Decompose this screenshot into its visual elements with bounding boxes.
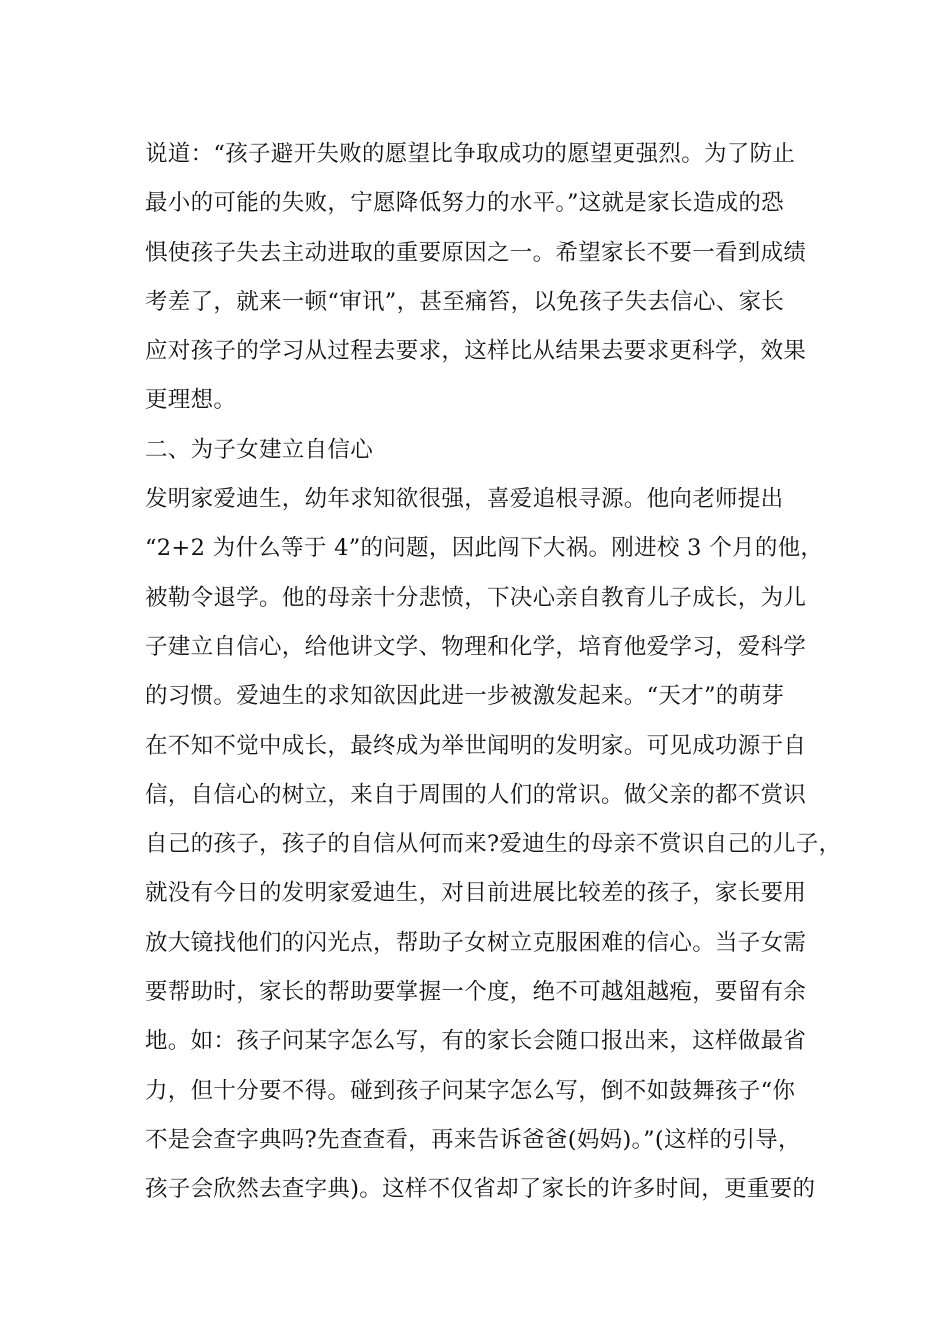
text-line: 的习惯。爱迪生的求知欲因此进一步被激发起来。“天才”的萌芽	[145, 683, 785, 710]
text-line: 在不知不觉中成长，最终成为举世闻明的发明家。可见成功源于自	[145, 732, 807, 759]
text-line: 力，但十分要不得。碰到孩子问某字怎么写，倒不如鼓舞孩子“你	[145, 1077, 796, 1104]
text-line: 子建立自信心，给他讲文学、物理和化学，培育他爱学习，爱科学	[145, 633, 807, 660]
text-line: 自己的孩子，孩子的自信从何而来?爱迪生的母亲不赏识自己的儿子，	[145, 831, 842, 858]
text-line: 说道：“孩子避开失败的愿望比争取成功的愿望更强烈。为了防止	[145, 141, 796, 167]
text-line: 更理想。	[145, 387, 237, 414]
text-line: 最小的可能的失败，宁愿降低努力的水平。”这就是家长造成的恐	[145, 190, 784, 217]
body-text	[145, 130, 842, 1215]
text-line: 被勒令退学。他的母亲十分悲愤，下决心亲自教育儿子成长，为儿	[145, 584, 807, 611]
text-line: 要帮助时，家长的帮助要掌握一个度，绝不可越俎越疱，要留有余	[145, 979, 807, 1006]
text-line: 考差了，就来一顿“审讯”，甚至痛笞，以免孩子失去信心、家长	[145, 288, 785, 315]
text-line: 应对孩子的学习从过程去要求，这样比从结果去要求更科学，效果	[145, 338, 807, 365]
section-heading: 二、为子女建立自信心	[145, 436, 374, 463]
text-line: 惧使孩子失去主动进取的重要原因之一。希望家长不要一看到成绩	[145, 239, 807, 266]
text-line: 地。如：孩子问某字怎么写，有的家长会随口报出来，这样做最省	[145, 1028, 807, 1055]
text-line: 放大镜找他们的闪光点，帮助子女树立克服困难的信心。当子女需	[145, 929, 807, 956]
text-line: “2+2 为什么等于 4”的问题，因此闯下大祸。刚进校 3 个月的他，	[145, 535, 824, 562]
text-line: 信，自信心的树立，来自于周围的人们的常识。做父亲的都不赏识	[145, 781, 807, 808]
text-line: 孩子会欣然去查字典)。这样不仅省却了家长的许多时间，更重要的	[145, 1176, 816, 1203]
text-line: 发明家爱迪生，幼年求知欲很强，喜爱追根寻源。他向老师提出	[145, 486, 784, 513]
text-line: 就没有今日的发明家爱迪生，对目前进展比较差的孩子，家长要用	[145, 880, 807, 907]
text-line: 不是会查字典吗?先查查看，再来告诉爸爸(妈妈)。”(这样的引导，	[145, 1126, 801, 1153]
